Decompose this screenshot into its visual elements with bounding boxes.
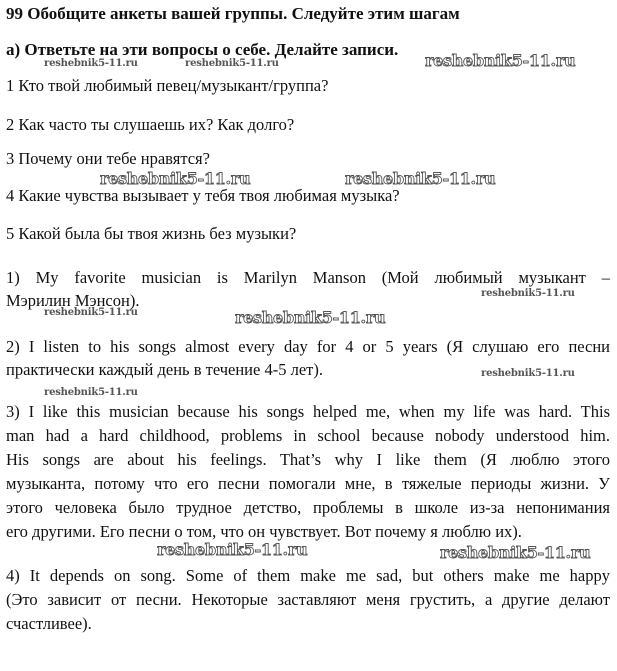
exercise-title: 99 Обобщите анкеты вашей группы. Следуйте этим шагам	[6, 4, 460, 23]
watermark: reshebnik5-11.ru	[157, 540, 308, 559]
answer-1-line-2: Мэрилин Мэнсон).	[6, 291, 140, 310]
question-4: 4 Какие чувства вызывает у тебя твоя любимая музыка?	[6, 186, 400, 205]
watermark: reshebnik5-11.ru	[44, 387, 138, 398]
answer-4-line-1: 4) It depends on song. Some of them make me sad, but others make me happy	[6, 566, 610, 585]
watermark: reshebnik5-11.ru	[481, 368, 575, 379]
answer-1-line-1: 1) My favorite musician is Marilyn Manson (Мой любимый музыкант –	[6, 268, 610, 287]
question-2: 2 Как часто ты слушаешь их? Как долго?	[6, 115, 295, 134]
question-1: 1 Кто твой любимый певец/музыкант/группа?	[6, 76, 329, 95]
answer-2-line-1: 2) I listen to his songs almost every day for 4 or 5 years (Я слушаю его песни	[6, 337, 610, 356]
answer-3-line-2: man had a hard childhood, problems in school because nobody understood him.	[6, 426, 610, 445]
watermark: reshebnik5-11.ru	[44, 58, 138, 69]
answer-2-line-2: практически каждый день в течение 4-5 лет).	[6, 360, 323, 379]
answer-4-line-3: счастливее).	[6, 614, 92, 633]
watermark: reshebnik5-11.ru	[100, 169, 251, 188]
answer-3-line-5: этого человека было трудное детство, проблемы в школе из-за непонимания	[6, 498, 610, 517]
answer-4-line-2: (Это зависит от песни. Некоторые заставляют меня грустить, а другие делают	[6, 590, 610, 609]
watermark: reshebnik5-11.ru	[425, 51, 576, 70]
watermark: reshebnik5-11.ru	[185, 58, 279, 69]
watermark: reshebnik5-11.ru	[235, 308, 386, 327]
answer-3-line-1: 3) I like this musician because his songs helped me, when my life was hard. This	[6, 402, 610, 421]
watermark: reshebnik5-11.ru	[440, 543, 591, 562]
answer-3-line-3: His songs are about his feelings. That’s why I like them (Я люблю этого	[6, 450, 610, 469]
question-5: 5 Какой была бы твоя жизнь без музыки?	[6, 224, 297, 243]
watermark: reshebnik5-11.ru	[481, 288, 575, 299]
answer-3-line-4: музыканта, потому что его песни помогали мне, в тяжелые периоды жизни. У	[6, 474, 610, 493]
subtask-heading: а) Ответьте на эти вопросы о себе. Делайте записи.	[6, 40, 399, 59]
answer-3-line-6: его другими. Его песни о том, что он чувствует. Вот почему я люблю их).	[6, 522, 522, 541]
watermark: reshebnik5-11.ru	[345, 169, 496, 188]
question-3: 3 Почему они тебе нравятся?	[6, 149, 210, 168]
watermark: reshebnik5-11.ru	[44, 307, 138, 318]
